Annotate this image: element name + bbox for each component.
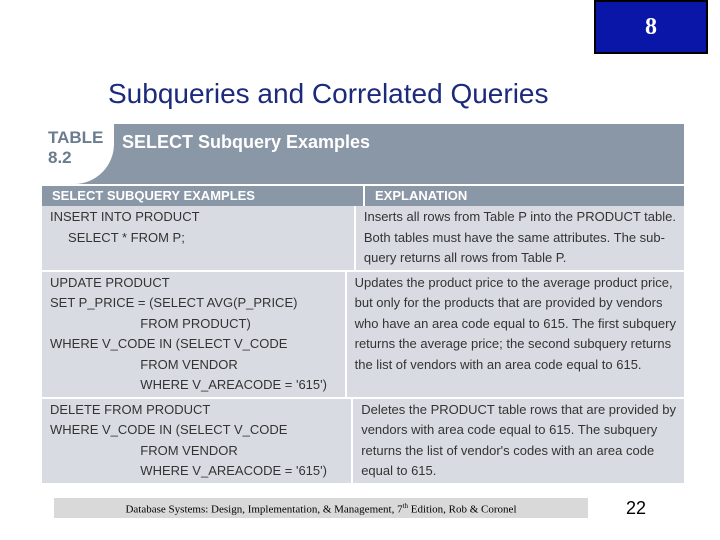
- explanation-cell: Updates the product price to the average product price, but only for the products that are provided by vendors who have an area code equal to 615. The first subquery returns the average price; the second subquery returns the list of vendors with an area code equal to 615.: [354, 274, 676, 372]
- table-row: [42, 206, 684, 272]
- slide-title: Subqueries and Correlated Queries: [108, 78, 549, 109]
- table-row: [42, 272, 684, 399]
- column-header-explanation: EXPLANATION: [375, 188, 468, 203]
- explanation-cell: Inserts all rows from Table P into the PRODUCT table. Both tables must have the same attributes. The sub- query returns all rows from Table P.: [363, 209, 676, 265]
- table-caption: SELECT Subquery Examples: [122, 132, 371, 152]
- table-body: [42, 206, 684, 485]
- footer-citation: [54, 502, 588, 516]
- query-cell: DELETE FROM PRODUCT WHERE V_CODE IN (SELECT V_CODE FROM VENDOR WHERE V_AREACODE = '615'): [42, 399, 353, 483]
- table-label-block: [42, 124, 114, 184]
- chapter-badge: 8: [594, 0, 708, 54]
- explanation-cell: Deletes the PRODUCT table rows that are provided by vendors with area code equal to 615. The subquery returns the list of vendor's codes with an area code equal to 615.: [361, 401, 676, 478]
- table-row: [42, 399, 684, 485]
- footer-text-before: Database Systems: Design, Implementation, & Management, 7: [125, 503, 403, 516]
- table-column-headers: [42, 184, 684, 208]
- query-cell: UPDATE PRODUCT SET P_PRICE = (SELECT AVG(P_PRICE) FROM PRODUCT) WHERE V_CODE IN (SELECT V_CODE FROM VENDOR WHERE V_AREACODE = '615'): [42, 272, 347, 397]
- table-header: [42, 124, 684, 184]
- column-header-examples: SELECT SUBQUERY EXAMPLES: [42, 186, 365, 208]
- footer-text-after: Edition, Rob & Coronel: [408, 503, 517, 516]
- footer-superscript: th: [402, 502, 409, 510]
- query-cell: INSERT INTO PRODUCT SELECT * FROM P;: [42, 206, 356, 270]
- table-label: TABLE 8.2: [48, 128, 104, 167]
- page-number: 22: [626, 498, 647, 518]
